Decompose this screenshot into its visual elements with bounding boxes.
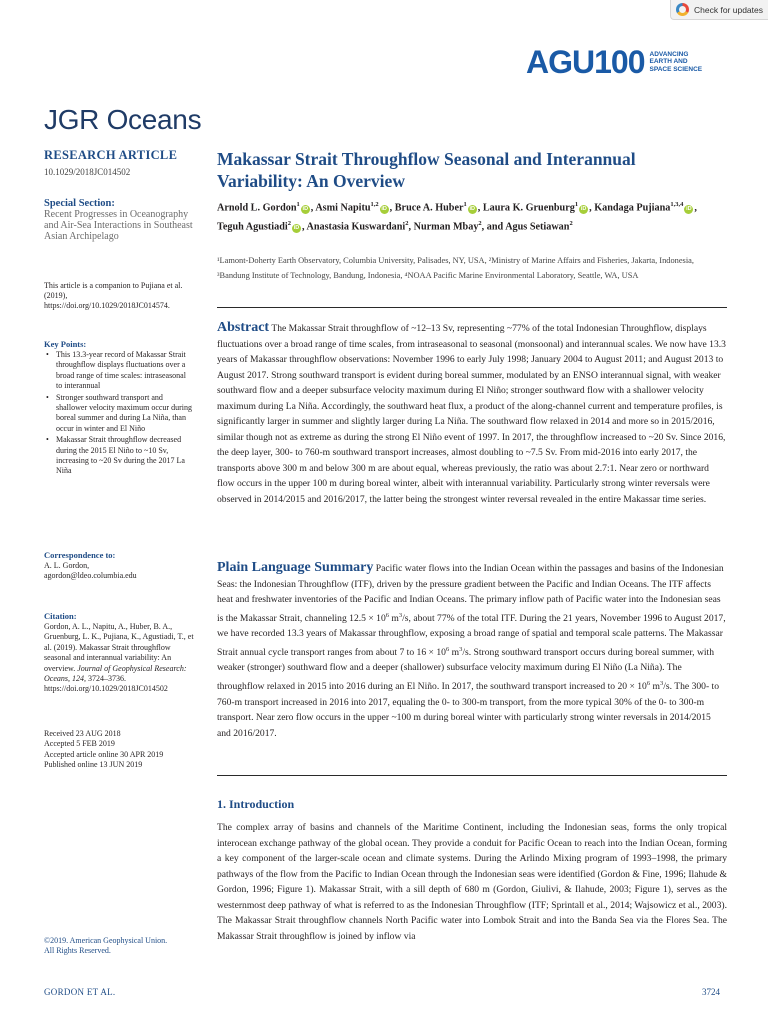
affiliations: ¹Lamont-Doherty Earth Observatory, Columbia University, Palisades, NY, USA, ²Ministry of Marine Affairs and Fisheries, Jakarta, Indonesia, ³Bandung Institute of Technology, Bandung, Indonesia, ⁴NOAA Pacific Marine Environmental Laboratory, Seattle, WA, USA bbox=[217, 256, 694, 280]
author-separator: , bbox=[389, 202, 395, 214]
divider bbox=[217, 775, 727, 776]
orcid-icon[interactable]: iD bbox=[686, 206, 692, 213]
article-type: RESEARCH ARTICLE bbox=[44, 148, 178, 162]
author-separator: , bbox=[477, 202, 483, 214]
author-affiliation-sup: 1,3,4 bbox=[670, 201, 684, 208]
published-date: Published online 13 JUN 2019 bbox=[44, 760, 143, 770]
author-list bbox=[217, 197, 697, 235]
introduction-text: The complex array of basins and channels of the Maritime Continent, including the Indonesian seas, forms the only tropical interocean exchange pathway of the global ocean. They provide a conduit for Pacific Ocean to reach into the Indian Ocean, forming a key component of the larger-scale ocean and climate systems. During the Arlindo Mixing program of 1993–1998, the primary pathways of the flow from the Pacific to Indian Ocean through the Indonesian seas were identified (Gordon & Fine, 1996; Ilahude & Gordon, 1996; Figure 1). Makassar Strait, with a sill depth of 680 m (Gordon, Giulivi, & Ilahude, 2003; Figure 1), serves as the westernmost deep pathway of what is referred to as the Indonesian Throughflow (ITF; Sprintall et al., 2014; Wajsowicz et al., 2003). The Makassar Strait throughflow channels North Pacific water into Lombok Strait and into the Banda Sea via the Flores Sea. The Makassar Strait throughflow is joined by inflow via bbox=[217, 822, 727, 942]
citation-journal: Journal of Geophysical Research: Oceans, 124, bbox=[44, 663, 187, 684]
author-separator: , bbox=[301, 221, 307, 233]
author-affiliation-sup: 1 bbox=[574, 201, 579, 208]
correspondence-heading: Correspondence to: bbox=[44, 550, 116, 560]
received-date: Received 23 AUG 2018 bbox=[44, 729, 121, 738]
accepted-date: Accepted 5 FEB 2019 bbox=[44, 739, 115, 749]
check-for-updates-label: Check for updates bbox=[694, 4, 763, 15]
update-icon bbox=[676, 3, 689, 16]
author-name: Agus Setiawan bbox=[505, 221, 570, 233]
abstract-label: Abstract bbox=[217, 320, 270, 335]
key-points-list bbox=[44, 350, 194, 478]
author-name: Teguh Agustiadi bbox=[217, 221, 288, 233]
divider bbox=[217, 307, 727, 308]
abstract-text: The Makassar Strait throughflow of ~12–13 Sv, representing ~77% of the total Indonesian Throughflow, displays fluctuations over a broad range of time scales, from intraseasonal to seasonal (monsoonal) and interannual scales. We now have 13.3 years of Makassar throughflow observations: November 1996 to early July 1998; January 2004 to August 2011; and August 2013 to August 2017. Strong southward transport is evident during boreal summer, modulated by an ENSO interannual signal, with weaker southward flow and a deeper subsurface velocity maximum during El Niño; stronger southward flow with a shallower velocity maximum during La Niña. Accordingly, the southward heat flux, a product of the along-channel current and temperature profiles, is significantly larger in summer and slightly larger during La Niña. The southward flow relaxed in 2014 and more so in 2015/2016, similar though not as extreme as during the strong El Niño event of 1997. In 2017, the throughflow increased to ~20 Sv. Since 2016, the deep layer, 300- to 760-m southward transport increases, almost doubling to ~7.5 Sv. From mid-2016 into early 2017, the transports above 300 m and below 300 m are about equal, whereas previously, the ratio was about 2.7:1. Near zero or northward flow occurs in the upper 100 m during boreal winter, albeit with interannual variability. Particularly strong winter reversals were observed in 2014/2015 and 2016/2017, the latter being the strongest winter reversal revealed in the entire Makassar time series. bbox=[217, 323, 726, 505]
copyright: ©2019. American Geophysical Union. All Rights Reserved. bbox=[44, 936, 168, 956]
abstract bbox=[217, 320, 727, 507]
author-affiliation-sup: 2 bbox=[569, 219, 573, 227]
orcid-icon[interactable]: iD bbox=[293, 225, 300, 232]
author-separator: , bbox=[694, 202, 697, 214]
citation-doi[interactable]: 3724–3736. https://doi.org/10.1029/2018JC014502 bbox=[44, 674, 168, 694]
pls-label: Plain Language Summary bbox=[217, 560, 374, 575]
companion-note[interactable]: This article is a companion to Pujiana et al. (2019), https://doi.org/10.1029/2018JC014574. bbox=[44, 281, 183, 310]
article-doi[interactable]: 10.1029/2018JC014502 bbox=[44, 167, 131, 177]
running-footer-authors: GORDON ET AL. bbox=[44, 987, 116, 997]
author-separator: , bbox=[589, 202, 595, 214]
author-separator: , bbox=[310, 202, 316, 214]
author-name: Kandaga Pujiana bbox=[594, 202, 671, 214]
author-name: Asmi Napitu bbox=[315, 202, 371, 214]
citation-text: Gordon, A. L., Napitu, A., Huber, B. A., Gruenburg, L. K., Pujiana, K., Agustiadi, T., et al. (2019). Makassar Strait throughflow seasonal and interannual variability: An overview. Journal of Geophysical Research: Oceans, 124, 3724–3736. https://doi.org/10.1029/2018JC014502 bbox=[44, 622, 194, 694]
orcid-icon[interactable]: iD bbox=[381, 206, 387, 213]
correspondence-email[interactable]: agordon@ldeo.columbia.edu bbox=[44, 571, 137, 581]
key-point: • Stronger southward transport and shallower velocity maximum occur during boreal summer and during La Niña, than occur in winter and El Niño bbox=[44, 393, 194, 435]
orcid-icon[interactable]: iD bbox=[302, 206, 309, 213]
journal-name: JGR Oceans bbox=[44, 104, 202, 135]
orcid-icon[interactable]: iD bbox=[580, 206, 587, 213]
author-name: Nurman Mbay bbox=[413, 221, 479, 233]
plain-language-summary: Plain Language Summary Pacific water flows into the Indian Ocean within the passages and basins of the Indonesian Seas: the Indonesian Throughflow (ITF), driven by the pressure gradient between the Pacific and Indian Oceans. The ITF affects heat and freshwater inventories of the Pacific and Indian Oceans. The primary inflow path of Pacific water into the Indonesian seas is the Makassar Strait, channeling $12.5 \times 10^6$ $m^3/s$, about 77% of the total ITF. During the 21 years, November 1996 to August 2017, we have recorded 13.3 years of Makassar throughflow, exposing a broad range of spatial and temporal scale patterns. The Makassar Strait annual cycle transport ranges from about 7 to $16 \times 10^6$ $m^3/s$. Strong southward transport occurs during boreal summer, with weaker (stronger) southward flow and a deeper (shallower) subsurface velocity maximum during El Niño (La Niña). The throughflow relaxed in 2015 into 2016 during an El Niño. In 2017, the southward transport increased to $20 \times 10^6$ $m^3/s$. The 300- to 760-m transport increased in 2016 into 2017, equaling the 0- to 300-m transport, from the more typical 30% of the 0- to 300-m transport. Near zero flow occurs in the upper ~100 m during boreal winter with particularly strong winter reversals in 2014/2015 and 2016/2017. bbox=[217, 560, 726, 739]
author-separator: , bbox=[408, 221, 414, 233]
citation-heading: Citation: bbox=[44, 611, 77, 621]
author-name: Anastasia Kuswardani bbox=[306, 221, 406, 233]
author-name: Arnold L. Gordon bbox=[217, 202, 297, 214]
agu-logo-tagline: ADVANCING EARTH AND SPACE SCIENCE bbox=[649, 50, 703, 73]
key-points-heading: Key Points: bbox=[44, 339, 87, 349]
special-section-text[interactable]: Recent Progresses in Oceanography and Air-Sea Interactions in Southeast Asian Archipelago bbox=[44, 209, 193, 242]
author-affiliation-sup: 2 bbox=[287, 219, 291, 227]
orcid-icon[interactable]: iD bbox=[469, 206, 476, 213]
agu-logo-mark: AGU100 bbox=[526, 44, 645, 80]
correspondence-name: A. L. Gordon, bbox=[44, 561, 90, 570]
special-section-heading: Special Section: bbox=[44, 198, 115, 209]
author-name: Bruce A. Huber bbox=[394, 202, 464, 214]
section-heading-introduction: 1. Introduction bbox=[217, 797, 295, 811]
page-number: 3724 bbox=[702, 987, 720, 997]
key-point: • This 13.3-year record of Makassar Strait throughflow displays fluctuations over a broad range of time scales: intraseasonal to interannual bbox=[44, 350, 194, 392]
check-for-updates-button[interactable] bbox=[670, 0, 768, 20]
author-affiliation-sup: 2 bbox=[478, 219, 482, 227]
author-affiliation-sup: 1 bbox=[296, 201, 300, 208]
agu-logo bbox=[526, 46, 702, 78]
author-affiliation-sup: 1,2 bbox=[370, 201, 379, 208]
author-affiliation-sup: 2 bbox=[405, 219, 409, 227]
key-point: • Makassar Strait throughflow decreased during the 2015 El Niño to ~10 Sv, increasing to ~20 Sv during the 2017 La Niña bbox=[44, 435, 194, 477]
author-name: Laura K. Gruenburg bbox=[482, 202, 575, 214]
article-dates bbox=[44, 729, 194, 771]
author-affiliation-sup: 1 bbox=[463, 201, 467, 208]
correspondence-block bbox=[44, 561, 194, 582]
article-title: Makassar Strait Throughflow Seasonal and Interannual Variability: An Overview bbox=[217, 149, 636, 191]
author-separator: , and bbox=[481, 221, 506, 233]
online-date: Accepted article online 30 APR 2019 bbox=[44, 749, 164, 759]
